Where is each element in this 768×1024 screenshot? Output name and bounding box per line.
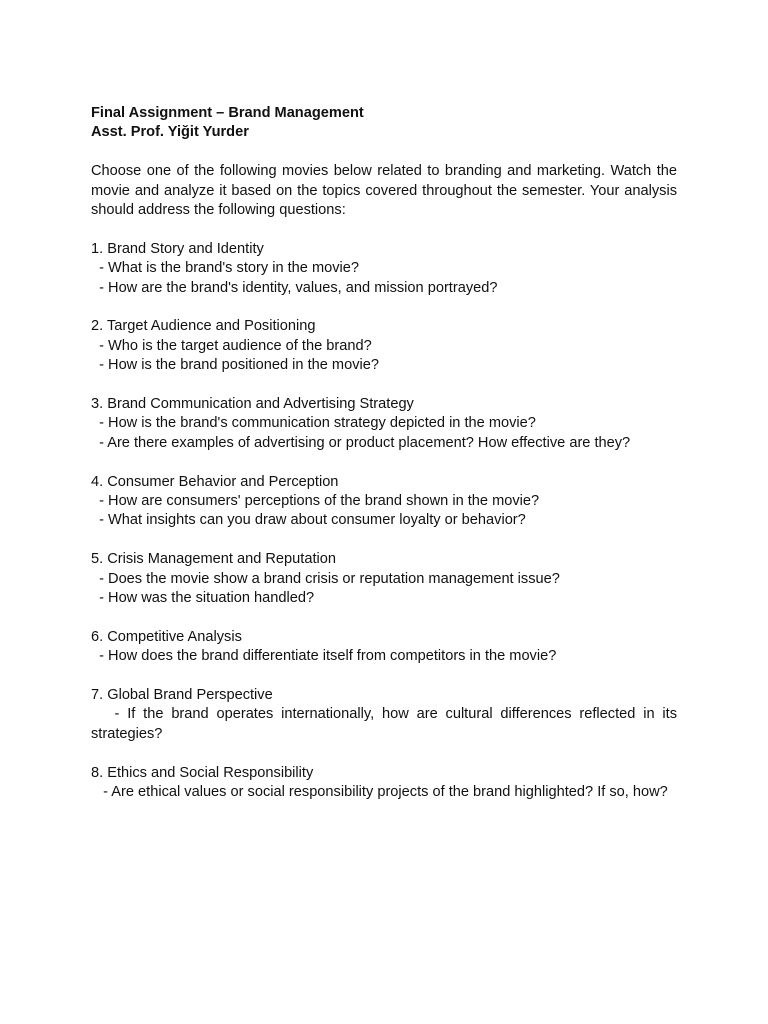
section-ethics bbox=[91, 764, 677, 803]
section-brand-story bbox=[91, 240, 677, 298]
section-heading: 2. Target Audience and Positioning bbox=[91, 318, 316, 335]
section-target-audience bbox=[91, 317, 677, 375]
intro-paragraph: Choose one of the following movies below related to branding and marketing. Watch the movie and analyze it based on the topics covered throughout the semester. Your analysis should address the following questions: bbox=[91, 163, 677, 219]
question-item: - How are the brand's identity, values, and mission portrayed? bbox=[91, 279, 498, 296]
document-page bbox=[91, 104, 682, 802]
section-heading: 4. Consumer Behavior and Perception bbox=[91, 473, 339, 490]
question-item: - What is the brand's story in the movie? bbox=[91, 260, 360, 277]
section-consumer-behavior bbox=[91, 473, 677, 531]
section-competitive-analysis bbox=[91, 628, 677, 667]
section-heading: 1. Brand Story and Identity bbox=[91, 240, 264, 257]
section-heading: 7. Global Brand Perspective bbox=[91, 687, 273, 704]
question-item: - Are there examples of advertising or product placement? How effective are they? bbox=[91, 434, 631, 451]
question-item: - How is the brand positioned in the movie? bbox=[91, 357, 379, 374]
section-heading: 5. Crisis Management and Reputation bbox=[91, 551, 336, 568]
section-heading: 3. Brand Communication and Advertising Strategy bbox=[91, 396, 414, 413]
section-brand-communication bbox=[91, 395, 677, 453]
instructor-name: Asst. Prof. Yiğit Yurder bbox=[91, 124, 249, 141]
question-item: - How are consumers' perceptions of the brand shown in the movie? bbox=[91, 493, 540, 510]
section-heading: 8. Ethics and Social Responsibility bbox=[91, 764, 314, 781]
question-item: - What insights can you draw about consumer loyalty or behavior? bbox=[91, 512, 526, 529]
question-item: - If the brand operates internationally, how are cultural differences reflected in its strategies? bbox=[91, 706, 682, 742]
question-item: - How does the brand differentiate itself from competitors in the movie? bbox=[91, 648, 557, 665]
question-item: - Are ethical values or social responsibility projects of the brand highlighted? If so, how? bbox=[91, 784, 668, 801]
section-crisis-management bbox=[91, 550, 677, 608]
assignment-title: Final Assignment – Brand Management bbox=[91, 105, 364, 121]
question-item: - Who is the target audience of the brand? bbox=[91, 337, 372, 354]
question-item: - How was the situation handled? bbox=[91, 590, 315, 607]
section-heading: 6. Competitive Analysis bbox=[91, 628, 242, 645]
section-global-brand bbox=[91, 686, 682, 744]
question-item: - Does the movie show a brand crisis or reputation management issue? bbox=[91, 570, 560, 587]
question-item: - How is the brand's communication strategy depicted in the movie? bbox=[91, 415, 536, 432]
